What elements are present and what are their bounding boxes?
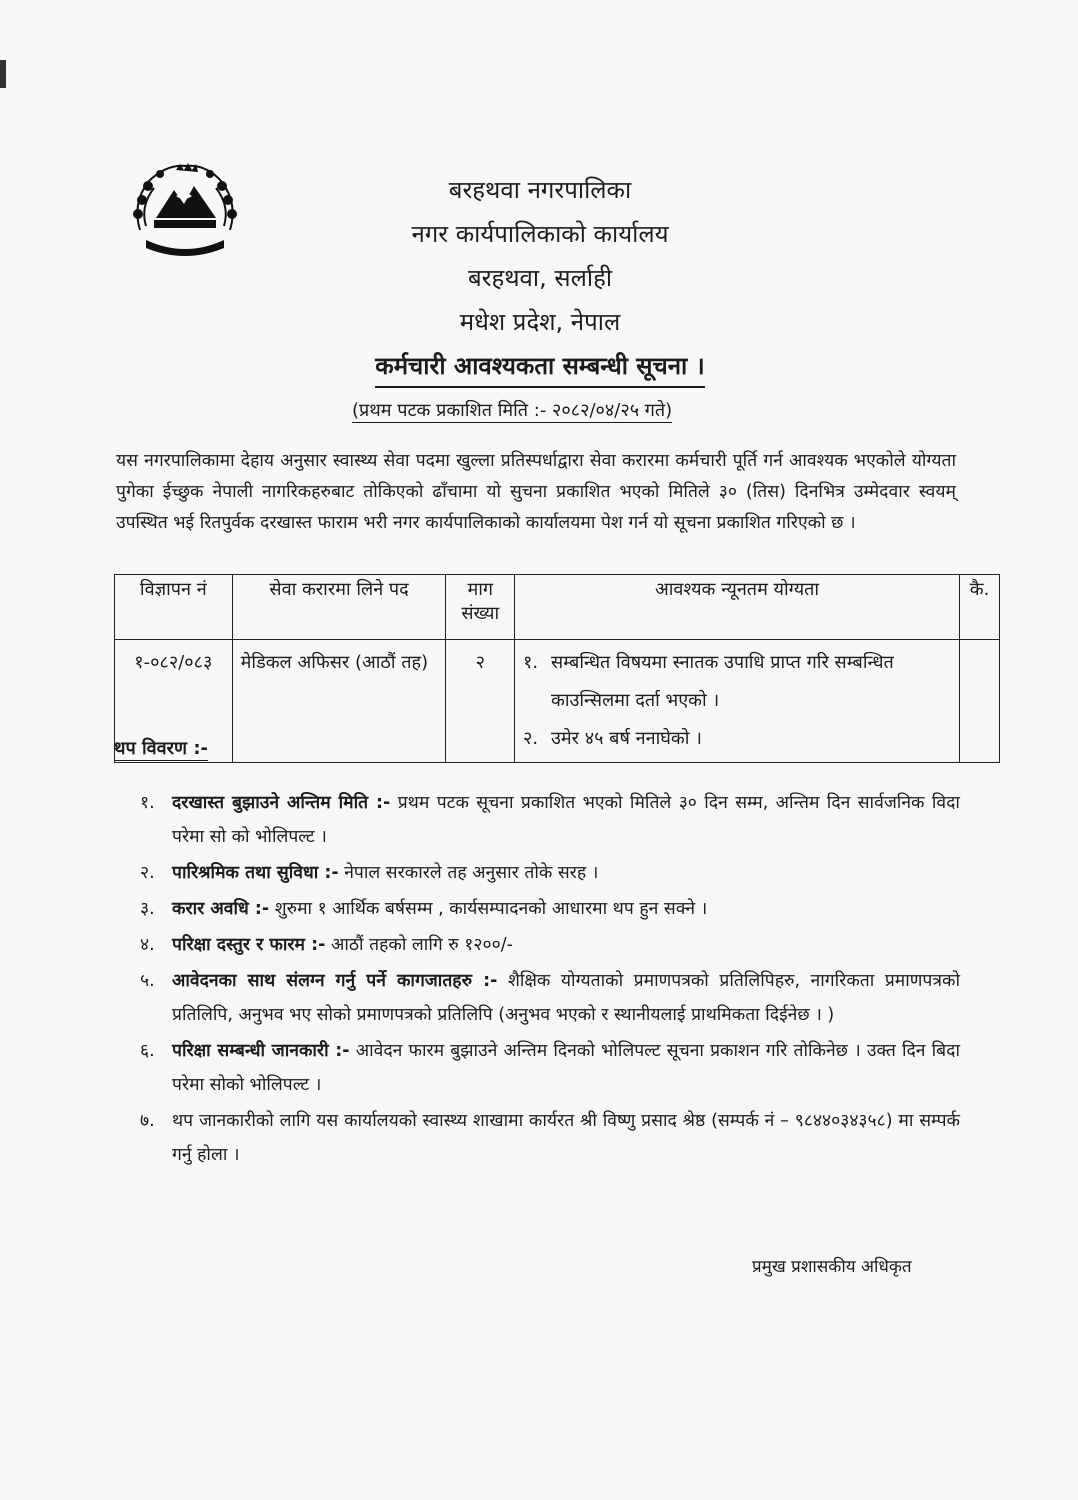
item-text: शैक्षिक योग्यताको प्रमाणपत्रको प्रतिलिपिहरु, नागरिकता प्रमाणपत्रको प्रतिलिपि, अनुभव भए सोको प्रमाणपत्रको प्रतिलिपि (अनुभव भएको र स्थानीयलाई प्राथमिकता दिईनेछ । )	[172, 971, 960, 1025]
list-item	[140, 928, 960, 962]
col-header-qualification: आवश्यक न्यूनतम योग्यता	[515, 575, 960, 640]
notice-title: कर्मचारी आवश्यकता सम्बन्धी सूचना ।	[375, 346, 704, 388]
item-text: आवेदन फारम बुझाउने अन्तिम दिनको भोलिपल्ट सूचना प्रकाशन गरि तोकिनेछ । उक्त दिन बिदा परेमा सोको भोलिपल्ट ।	[172, 1041, 960, 1095]
ad-number-cell: १-०८२/०८३	[115, 640, 233, 763]
qualification-item	[523, 644, 951, 720]
item-label: करार अवधि :-	[172, 899, 270, 919]
signature-title: प्रमुख प्रशासकीय अधिकृत	[752, 1257, 912, 1277]
qualification-text: उमेर ४५ बर्ष ननाघेको ।	[551, 728, 702, 749]
list-item	[140, 892, 960, 926]
item-number: ३.	[140, 899, 155, 919]
qualification-item	[523, 720, 951, 758]
details-list	[140, 786, 960, 1174]
post-cell: मेडिकल अफिसर (आठौं तह)	[232, 640, 446, 763]
vacancy-table	[114, 574, 1000, 763]
municipality-name: बरहथवा नगरपालिका	[448, 176, 632, 204]
item-text: आठौं तहको लागि रु १२००/-	[330, 935, 513, 955]
scan-edge-mark	[0, 60, 6, 88]
count-cell: २	[446, 640, 515, 763]
remarks-cell	[960, 640, 1000, 763]
item-label: परिक्षा सम्बन्धी जानकारी :-	[172, 1041, 350, 1061]
table-header-row	[115, 575, 1000, 640]
list-item	[140, 964, 960, 1032]
col-header-ad-no: विज्ञापन नं	[115, 575, 233, 640]
details-heading: थप विवरण :-	[114, 738, 208, 759]
col-header-count: माग संख्या	[446, 575, 515, 640]
col-header-post: सेवा करारमा लिने पद	[232, 575, 446, 640]
nepal-government-emblem-icon	[126, 160, 244, 270]
table-row	[115, 640, 1000, 763]
publication-date: (प्रथम पटक प्रकाशित मिति :- २०८२/०४/२५ गते)	[352, 400, 673, 421]
col-header-remarks: कै.	[960, 575, 1000, 640]
item-label: पारिश्रमिक तथा सुविधा :-	[172, 863, 339, 883]
item-label: आवेदनका साथ संलग्न गर्नु पर्ने कागजातहरु :-	[172, 971, 498, 991]
item-number: १.	[140, 793, 155, 813]
qualification-cell	[515, 640, 960, 763]
item-text: शुरुमा १ आर्थिक बर्षसम्म , कार्यसम्पादनको आधारमा थप हुन सक्ने ।	[274, 899, 708, 919]
item-label: परिक्षा दस्तुर र फारम :-	[172, 935, 326, 955]
item-number: ७.	[140, 1111, 155, 1131]
list-item	[140, 786, 960, 854]
qualification-list	[523, 644, 951, 758]
office-name: नगर कार्यपालिकाको कार्यालय	[411, 220, 669, 248]
list-item	[140, 1034, 960, 1102]
intro-paragraph: यस नगरपालिकामा देहाय अनुसार स्वास्थ्य सेवा पदमा खुल्ला प्रतिस्पर्धाद्वारा सेवा करारमा कर्मचारी पूर्ति गर्न आवश्यक भएकोले योग्यता पुगेका ईच्छुक नेपाली नागरिकहरुबाट तोकिएको ढाँचामा यो सुचना प्रकाशित भएको मितिले ३० (तिस) दिनभित्र उम्मेदवार स्वयम् उपस्थित भई रितपुर्वक दरखास्त फाराम भरी नगर कार्यपालिकाको कार्यालयमा पेश गर्न यो सूचना प्रकाशित गरिएको छ ।	[116, 451, 956, 533]
office-location: बरहथवा, सर्लाही	[467, 264, 613, 292]
item-label: दरखास्त बुझाउने अन्तिम मिति :-	[172, 793, 391, 813]
item-number: ६.	[140, 1041, 155, 1061]
province-country: मधेश प्रदेश, नेपाल	[459, 308, 621, 336]
qualification-number: १.	[523, 652, 539, 673]
list-item	[140, 1104, 960, 1172]
list-item	[140, 856, 960, 890]
item-number: ४.	[140, 935, 155, 955]
office-header	[300, 168, 780, 388]
qualification-text: सम्बन्धित विषयमा स्नातक उपाधि प्राप्त गरि सम्बन्धित काउन्सिलमा दर्ता भएको ।	[551, 652, 894, 711]
item-number: २.	[140, 863, 155, 883]
item-text: प्रथम पटक सूचना प्रकाशित भएको मितिले ३० दिन सम्म, अन्तिम दिन सार्वजनिक विदा परेमा सो को भोलिपल्ट ।	[172, 793, 960, 847]
item-number: ५.	[140, 971, 155, 991]
item-text: थप जानकारीको लागि यस कार्यालयको स्वास्थ्य शाखामा कार्यरत श्री विष्णु प्रसाद श्रेष्ठ (सम्पर्क नं – ९८४४०३४३५८) मा सम्पर्क गर्नु होला ।	[172, 1111, 960, 1165]
qualification-number: २.	[523, 728, 539, 749]
item-text: नेपाल सरकारले तह अनुसार तोके सरह ।	[344, 863, 599, 883]
